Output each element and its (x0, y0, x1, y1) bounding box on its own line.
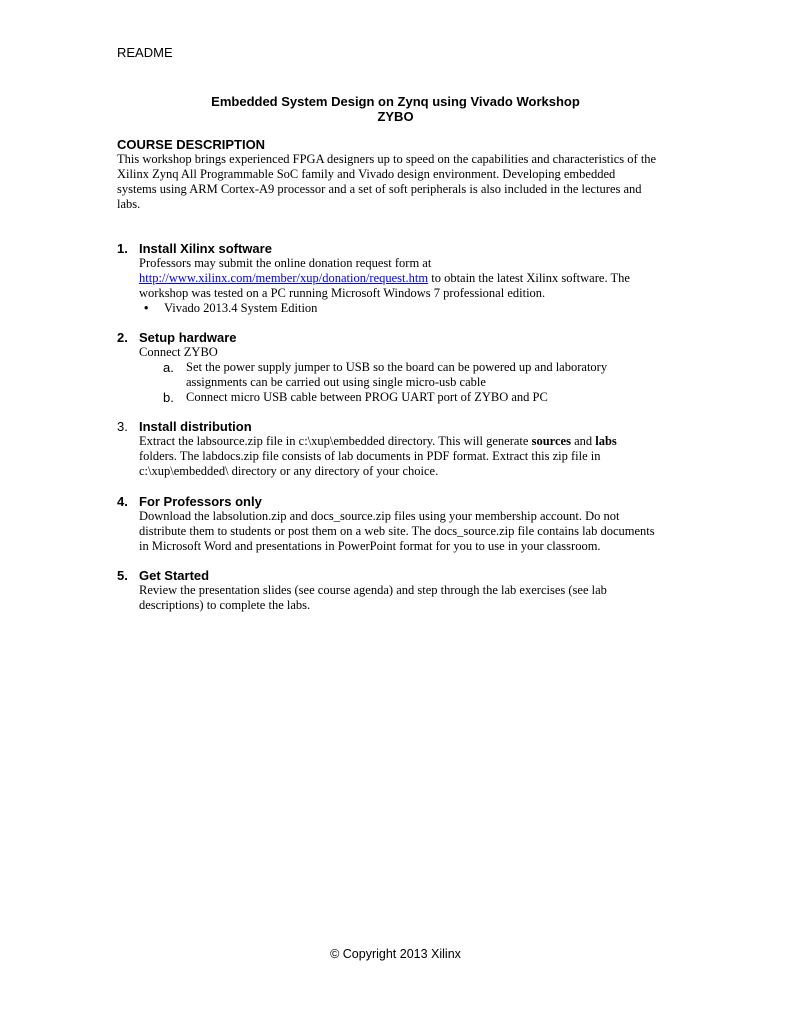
body-line: c:\xup\embedded\ directory or any directory of your choice. (139, 464, 439, 478)
section-title: Get Started (139, 568, 210, 583)
list-item-label: b. (163, 390, 174, 405)
list-item (139, 301, 682, 316)
list-item-text: Connect micro USB cable between PROG UART port of ZYBO and PC (186, 390, 548, 404)
section-install-software (117, 241, 682, 316)
course-description-line: This workshop brings experienced FPGA designers up to speed on the capabilities and characteristics of the (117, 152, 657, 166)
body-text: and (570, 434, 596, 448)
section-get-started (117, 568, 682, 613)
copyright-footer: © Copyright 2013 Xilinx (330, 947, 461, 961)
section-body (139, 434, 682, 479)
title-line-2: ZYBO (377, 109, 414, 124)
section-title: Setup hardware (139, 330, 237, 345)
section-body (139, 345, 682, 405)
body-line: folders. The labdocs.zip file consists of lab documents in PDF format. Extract this zip file in (139, 449, 601, 463)
course-description-line: labs. (117, 197, 141, 211)
section-heading (117, 494, 682, 509)
course-description-heading: COURSE DESCRIPTION (117, 137, 266, 152)
body-line (139, 271, 682, 286)
list-item-text: Vivado 2013.4 System Edition (164, 301, 318, 315)
section-number: 5. (117, 568, 128, 583)
bullet-icon: • (144, 301, 149, 315)
title-line-1: Embedded System Design on Zynq using Vivado Workshop (211, 94, 580, 109)
section-heading (117, 330, 682, 345)
section-title: Install distribution (139, 419, 252, 434)
sources-folder-name: sources (531, 434, 571, 448)
body-line: Professors may submit the online donation request form at (139, 256, 432, 270)
list-item-text: assignments can be carried out using single micro-usb cable (186, 375, 486, 389)
section-for-professors (117, 494, 682, 554)
body-line (139, 434, 682, 449)
section-heading (117, 568, 682, 583)
section-body (139, 583, 682, 613)
course-description-line: Xilinx Zynq All Programmable SoC family and Vivado design environment. Developing embedded (117, 167, 616, 181)
body-line: descriptions) to complete the labs. (139, 598, 311, 612)
section-number: 1. (117, 241, 128, 256)
section-title: Install Xilinx software (139, 241, 272, 256)
body-line: Connect ZYBO (139, 345, 218, 359)
body-text: to obtain the latest Xilinx software. The (428, 271, 630, 285)
page-header: README (117, 45, 173, 60)
section-title: For Professors only (139, 494, 262, 509)
list-item-label: a. (163, 360, 174, 375)
course-description-text (117, 152, 682, 212)
section-body (139, 256, 682, 316)
body-line: in Microsoft Word and presentations in PowerPoint format for you to use in your classroom. (139, 539, 601, 553)
section-number: 3. (117, 419, 128, 434)
document-title (0, 94, 791, 124)
list-item (139, 390, 682, 405)
section-heading (117, 419, 682, 434)
body-line: Download the labsolution.zip and docs_source.zip files using your membership account. Do not (139, 509, 620, 523)
body-line: workshop was tested on a PC running Microsoft Windows 7 professional edition. (139, 286, 546, 300)
section-body (139, 509, 682, 554)
section-heading (117, 241, 682, 256)
body-line: distribute them to students or post them on a web site. The docs_source.zip file contains lab documents (139, 524, 655, 538)
section-setup-hardware (117, 330, 682, 405)
course-description-line: systems using ARM Cortex-A9 processor and a set of soft peripherals is also included in the lectures and (117, 182, 642, 196)
donation-request-link[interactable]: http://www.xilinx.com/member/xup/donation/request.htm (139, 271, 429, 285)
course-description (117, 137, 682, 212)
list-item-text: Set the power supply jumper to USB so the board can be powered up and laboratory (186, 360, 608, 374)
body-text: Extract the labsource.zip file in c:\xup\embedded directory. This will generate (139, 434, 532, 448)
section-install-distribution (117, 419, 682, 479)
section-number: 2. (117, 330, 128, 345)
body-line: Review the presentation slides (see course agenda) and step through the lab exercises (see lab (139, 583, 607, 597)
list-item (139, 360, 682, 390)
labs-folder-name: labs (595, 434, 617, 448)
section-number: 4. (117, 494, 128, 509)
